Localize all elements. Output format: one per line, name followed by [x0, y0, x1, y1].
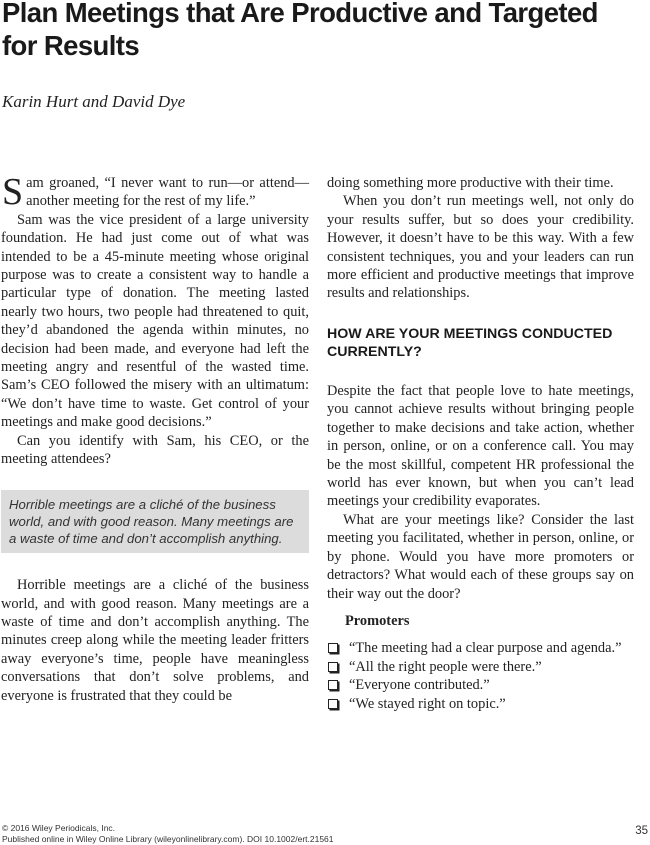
checkbox-icon — [328, 699, 338, 709]
drop-cap: S — [2, 171, 24, 213]
checklist-item — [327, 695, 634, 713]
paragraph-despite: Despite the fact that people love to hate meetings, you cannot achieve results without bringing people together to make decisions and take action, whether in person, online, or on a conference call. You may be the most skillful, competent HR professional the world has ever known, but when you can’t lead meetings your credibility evaporates. — [327, 383, 634, 510]
section-heading: HOW ARE YOUR MEETINGS CONDUCTED CURRENTLY? — [327, 325, 613, 361]
paragraph-opening — [1, 171, 309, 213]
paragraph-sam-story: Sam was the vice president of a large university foundation. He had just come out of what was intended to be a 45-minute meeting whose original purpose was to create a consistent way to handle a particular type of donation. The meeting lasted nearly two hours, two people had threatened to quit, they’d abandoned the agenda within minutes, no decision had been made, and everyone had left the meeting angry and resentful of the wasted time. Sam’s CEO followed the misery with an ultimatum: “We don’t have time to waste. Get control of your meetings and make good decisions.” — [1, 211, 309, 431]
footer-published-online: Published online in Wiley Online Library (wileyonlinelibrary.com). DOI 10.1002/ert.21561 — [2, 833, 334, 844]
paragraph-continued: doing something more productive with their time. — [327, 175, 614, 191]
checkbox-icon — [328, 643, 338, 653]
article-title — [2, 0, 642, 62]
paragraph-credibility: When you don’t run meetings well, not only do your results suffer, but so does your credibility. However, it doesn’t have to be this way. With a few consistent techniques, you and your leaders can run more efficient and productive meetings that improve results and relationships. — [327, 193, 634, 302]
paragraph-what-are-meetings-like: What are your meetings like? Consider the last meeting you facilitated, whether in person, online, or by phone. Would you have more promoters or detractors? What would each of these groups say on their way out the door? — [327, 511, 634, 602]
paragraph-opening-text: am groaned, “I never want to run—or attend—another meeting for the rest of my life.” — [26, 175, 309, 210]
checklist-item — [327, 639, 634, 657]
left-column — [1, 171, 309, 705]
checklist-item-text: “We stayed right on topic.” — [349, 695, 506, 712]
promoters-checklist — [327, 639, 634, 713]
checklist-item — [327, 658, 634, 676]
paragraph-identify-question: Can you identify with Sam, his CEO, or the meeting attendees? — [1, 432, 309, 468]
promoters-subheading: Promoters — [345, 612, 410, 629]
page-number: 35 — [635, 825, 648, 837]
checkbox-icon — [328, 680, 338, 690]
article-title-line-1: Plan Meetings that Are Productive and Targeted — [2, 0, 598, 28]
checklist-item-text: “All the right people were there.” — [349, 658, 542, 675]
article-title-line-2: for Results — [2, 30, 140, 61]
checklist-item — [327, 676, 634, 694]
checkbox-icon — [328, 662, 338, 672]
article-authors: Karin Hurt and David Dye — [2, 92, 186, 111]
footer-copyright: © 2016 Wiley Periodicals, Inc. — [2, 823, 116, 833]
right-column — [327, 174, 634, 713]
checklist-item-text: “The meeting had a clear purpose and agenda.” — [349, 640, 622, 657]
footer-publication-info — [2, 823, 334, 844]
paragraph-horrible-meetings: Horrible meetings are a cliché of the business world, and with good reason. Many meetings are a waste of time and don’t accomplish anything. The minutes creep along while the meeting leader fritters away everyone’s time, people have meaningless conversations that don’t solve problems, and everyone is frustrated that they could be — [1, 577, 309, 704]
checklist-item-text: “Everyone contributed.” — [349, 677, 490, 694]
pull-quote: Horrible meetings are a cliché of the business world, and with good reason. Many meetings are a waste of time and don’t accomplish anything. — [1, 490, 309, 554]
